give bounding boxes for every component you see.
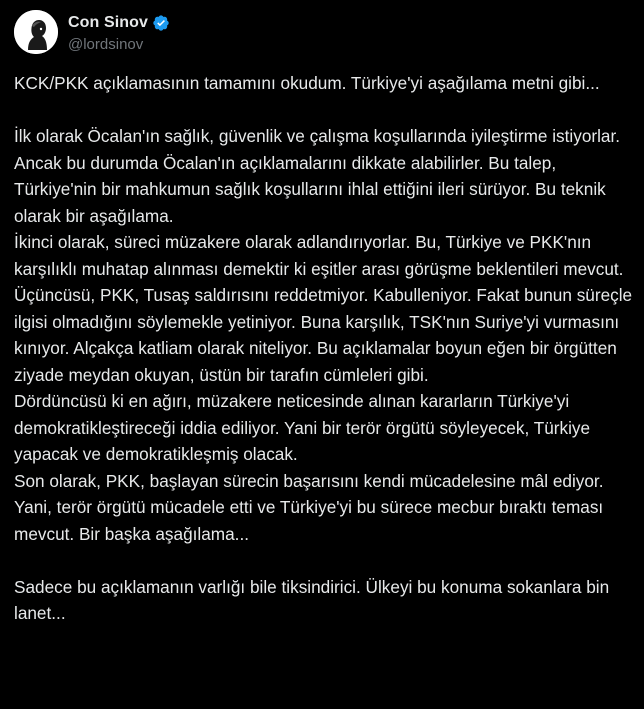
tweet-blank-line xyxy=(14,547,636,574)
tweet-paragraph: Sadece bu açıklamanın varlığı bile tiksindirici. Ülkeyi bu konuma sokanlara bin lanet... xyxy=(14,576,610,623)
tweet-header xyxy=(14,10,170,54)
tweet-paragraph: Dördüncüsü ki en ağırı, müzakere neticesinde alınan kararların Türkiye'yi demokratikleştireceği iddia ediliyor. Yani bir terör örgütü söyleyecek, Türkiye yapacak ve demokratikleşmiş olacak. xyxy=(14,391,591,464)
tweet-paragraph: KCK/PKK açıklamasının tamamını okudum. Türkiye'yi aşağılama metni gibi... xyxy=(14,73,600,93)
author-names xyxy=(68,12,170,53)
avatar-illustration-icon xyxy=(14,10,58,54)
author-handle[interactable]: @lordsinov xyxy=(68,35,144,53)
tweet-text xyxy=(14,70,636,627)
tweet-paragraph: İkinci olarak, süreci müzakere olarak adlandırıyorlar. Bu, Türkiye ve PKK'nın karşılıklı muhatap alınması demektir ki eşitler arası görüşme beklentileri mevcut. xyxy=(14,232,624,279)
tweet-paragraph: Üçüncüsü, PKK, Tusaş saldırısını reddetmiyor. Kabulleniyor. Fakat bunun süreçle ilgisi olmadığını söylemekle yetiniyor. Buna karşılık, TSK'nın Suriye'yi vurmasını kınıyor. Alçakça katliam olarak niteliyor. Bu açıklamalar boyun eğen bir örgütten ziyade meydan okuyan, üstün bir tarafın cümleleri gibi. xyxy=(14,285,633,385)
tweet-paragraph: İlk olarak Öcalan'ın sağlık, güvenlik ve çalışma koşullarında iyileştirme istiyorlar. Ancak bu durumda Öcalan'ın açıklamalarını dikkate alabilirler. Bu talep, Türkiye'nin bir mahkumun sağlık koşullarını ihlal ettiğini ileri sürüyor. Bu teknik olarak bir aşağılama. xyxy=(14,126,621,226)
verified-badge-icon xyxy=(152,14,170,32)
tweet-blank-line xyxy=(14,97,636,124)
avatar[interactable] xyxy=(14,10,58,54)
author-display-name[interactable]: Con Sinov xyxy=(68,13,149,31)
tweet-paragraph: Son olarak, PKK, başlayan sürecin başarısını kendi mücadelesine mâl ediyor. Yani, terör örgütü mücadele etti ve Türkiye'yi bu sürece mecbur bıraktı teması mevcut. Bir başka aşağılama... xyxy=(14,470,604,544)
name-row xyxy=(68,12,170,34)
